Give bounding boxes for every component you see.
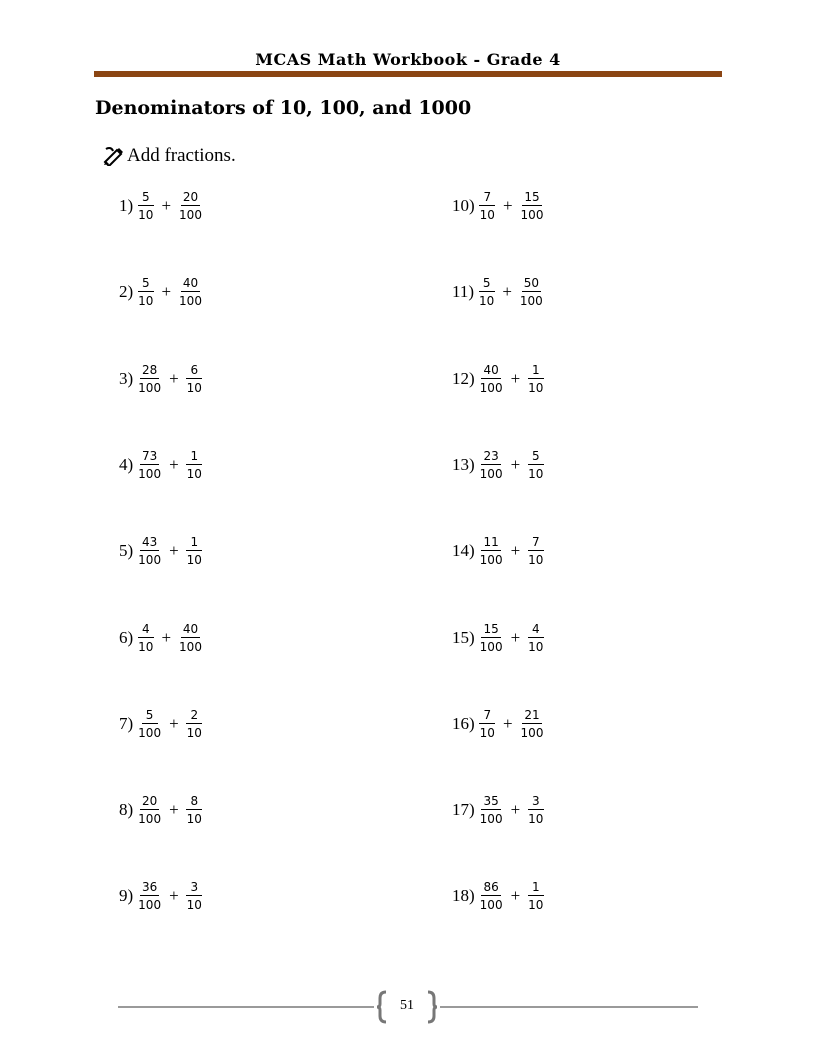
denominator: 10 [528,553,544,567]
numerator: 1 [528,880,544,896]
first-fraction [478,535,505,567]
second-fraction [526,794,545,826]
denominator: 100 [138,467,162,481]
numerator: 2 [186,708,202,724]
denominator: 100 [479,381,503,395]
footer-rule-right [440,1006,698,1008]
plus-sign: + [161,282,172,301]
first-fraction [477,276,496,308]
plus-sign: + [510,541,521,560]
denominator: 100 [479,640,503,654]
problem-item [119,880,207,912]
numerator: 1 [186,449,202,465]
denominator: 10 [138,208,154,222]
problem-number: 1) [119,196,134,215]
second-fraction [519,708,546,740]
numerator: 11 [483,535,499,549]
first-fraction [136,708,163,740]
second-fraction [526,535,545,567]
first-fraction [136,449,163,481]
numerator: 40 [182,276,199,290]
denominator: 10 [186,467,202,481]
first-fraction [478,190,497,222]
plus-sign: + [169,369,179,388]
denominator: 100 [519,294,543,308]
problem-number: 3) [119,369,134,388]
plus-sign: + [510,369,521,388]
denominator: 10 [186,553,202,567]
problem-number: 18) [452,886,475,905]
denominator: 10 [528,898,544,912]
workbook-title: MCAS Math Workbook - Grade 4 [255,50,561,69]
pencil-icon [103,146,125,166]
denominator: 10 [528,467,544,481]
denominator: 10 [528,640,544,654]
plus-sign: + [502,196,513,215]
problem-number: 15) [452,628,475,647]
second-fraction [177,622,204,654]
numerator: 20 [182,190,199,204]
first-fraction [136,880,163,912]
first-fraction [136,535,163,567]
denominator: 10 [138,640,154,654]
first-fraction [478,708,497,740]
denominator: 10 [479,208,495,222]
second-fraction [185,363,204,395]
problem-item [119,708,207,740]
denominator: 10 [528,812,544,826]
problem-number: 16) [452,714,475,733]
numerator: 35 [483,794,499,808]
plus-sign: + [510,800,521,819]
numerator: 40 [483,363,499,377]
plus-sign: + [502,282,512,301]
second-fraction [185,535,204,567]
first-fraction [478,449,505,481]
numerator: 5 [479,276,495,292]
plus-sign: + [169,800,179,819]
first-fraction [136,276,155,308]
second-fraction [518,276,545,308]
first-fraction [478,880,505,912]
denominator: 10 [479,294,495,308]
numerator: 1 [528,363,544,379]
problem-item [452,535,548,567]
denominator: 100 [520,208,544,222]
numerator: 28 [141,363,158,377]
denominator: 10 [138,294,154,308]
numerator: 5 [138,276,154,292]
numerator: 20 [141,794,158,808]
plus-sign: + [161,196,172,215]
numerator: 5 [142,708,158,724]
instruction-text: Add fractions. [127,145,236,166]
problem-number: 17) [452,800,475,819]
numerator: 7 [528,535,544,551]
problem-number: 5) [119,541,134,560]
denominator: 100 [138,553,162,567]
plus-sign: + [169,714,179,733]
problem-number: 11) [452,282,475,301]
denominator: 100 [479,898,503,912]
denominator: 100 [479,553,503,567]
problem-item [119,363,207,395]
plus-sign: + [169,541,179,560]
denominator: 10 [186,726,202,740]
numerator: 8 [186,794,202,810]
section-title: Denominators of 10, 100, and 1000 [95,97,472,119]
denominator: 10 [186,381,202,395]
denominator: 10 [528,381,544,395]
problem-number: 12) [452,369,475,388]
denominator: 100 [138,898,162,912]
numerator: 4 [528,622,544,638]
problem-item [119,535,207,567]
denominator: 10 [186,898,202,912]
header-divider [94,71,722,77]
plus-sign: + [169,886,179,905]
numerator: 1 [186,535,202,551]
problem-number: 14) [452,541,475,560]
second-fraction [526,449,545,481]
numerator: 3 [528,794,544,810]
denominator: 100 [479,467,503,481]
footer-rule-left [118,1006,374,1008]
first-fraction [478,363,505,395]
numerator: 3 [186,880,202,896]
numerator: 7 [479,190,495,206]
numerator: 73 [141,449,158,463]
plus-sign: + [169,455,179,474]
plus-sign: + [510,455,521,474]
first-fraction [478,622,505,654]
problem-item [452,708,548,740]
second-fraction [185,708,204,740]
problem-number: 13) [452,455,475,474]
second-fraction [526,880,545,912]
second-fraction [519,190,546,222]
denominator: 100 [520,726,544,740]
denominator: 100 [138,726,162,740]
numerator: 40 [182,622,199,636]
numerator: 21 [524,708,540,722]
first-fraction [136,794,163,826]
problem-item [119,622,207,654]
denominator: 10 [186,812,202,826]
second-fraction [526,622,545,654]
first-fraction [478,794,505,826]
numerator: 5 [528,449,544,465]
problem-number: 9) [119,886,134,905]
first-fraction [136,363,163,395]
problem-item [119,276,207,308]
denominator: 100 [179,640,202,654]
first-fraction [136,190,155,222]
denominator: 100 [179,208,202,222]
problem-item [452,622,548,654]
denominator: 100 [479,812,503,826]
problem-number: 8) [119,800,134,819]
numerator: 15 [483,622,499,636]
problem-number: 10) [452,196,475,215]
numerator: 43 [141,535,158,549]
second-fraction [185,449,204,481]
second-fraction [185,794,204,826]
problem-number: 4) [119,455,134,474]
second-fraction [177,190,204,222]
numerator: 4 [138,622,154,638]
numerator: 6 [186,363,202,379]
denominator: 10 [479,726,495,740]
denominator: 100 [138,381,162,395]
second-fraction [177,276,204,308]
problem-item [452,880,548,912]
plus-sign: + [510,628,521,647]
problem-item [119,794,207,826]
plus-sign: + [502,714,513,733]
plus-sign: + [510,886,521,905]
problem-item [452,190,548,222]
instruction [103,145,236,167]
problem-item [452,276,548,308]
problem-item [119,190,207,222]
plus-sign: + [161,628,172,647]
numerator: 7 [479,708,495,724]
problem-item [119,449,207,481]
problem-number: 6) [119,628,134,647]
problem-item [452,794,548,826]
second-fraction [526,363,545,395]
denominator: 100 [179,294,202,308]
problem-item [452,449,548,481]
second-fraction [185,880,204,912]
numerator: 5 [138,190,154,206]
first-fraction [136,622,155,654]
numerator: 86 [483,880,499,894]
problem-number: 2) [119,282,134,301]
numerator: 15 [524,190,540,204]
denominator: 100 [138,812,162,826]
problem-number: 7) [119,714,134,733]
numerator: 23 [483,449,499,463]
numerator: 36 [141,880,158,894]
numerator: 50 [523,276,539,290]
problem-item [452,363,548,395]
page-number: 51 [400,998,414,1013]
